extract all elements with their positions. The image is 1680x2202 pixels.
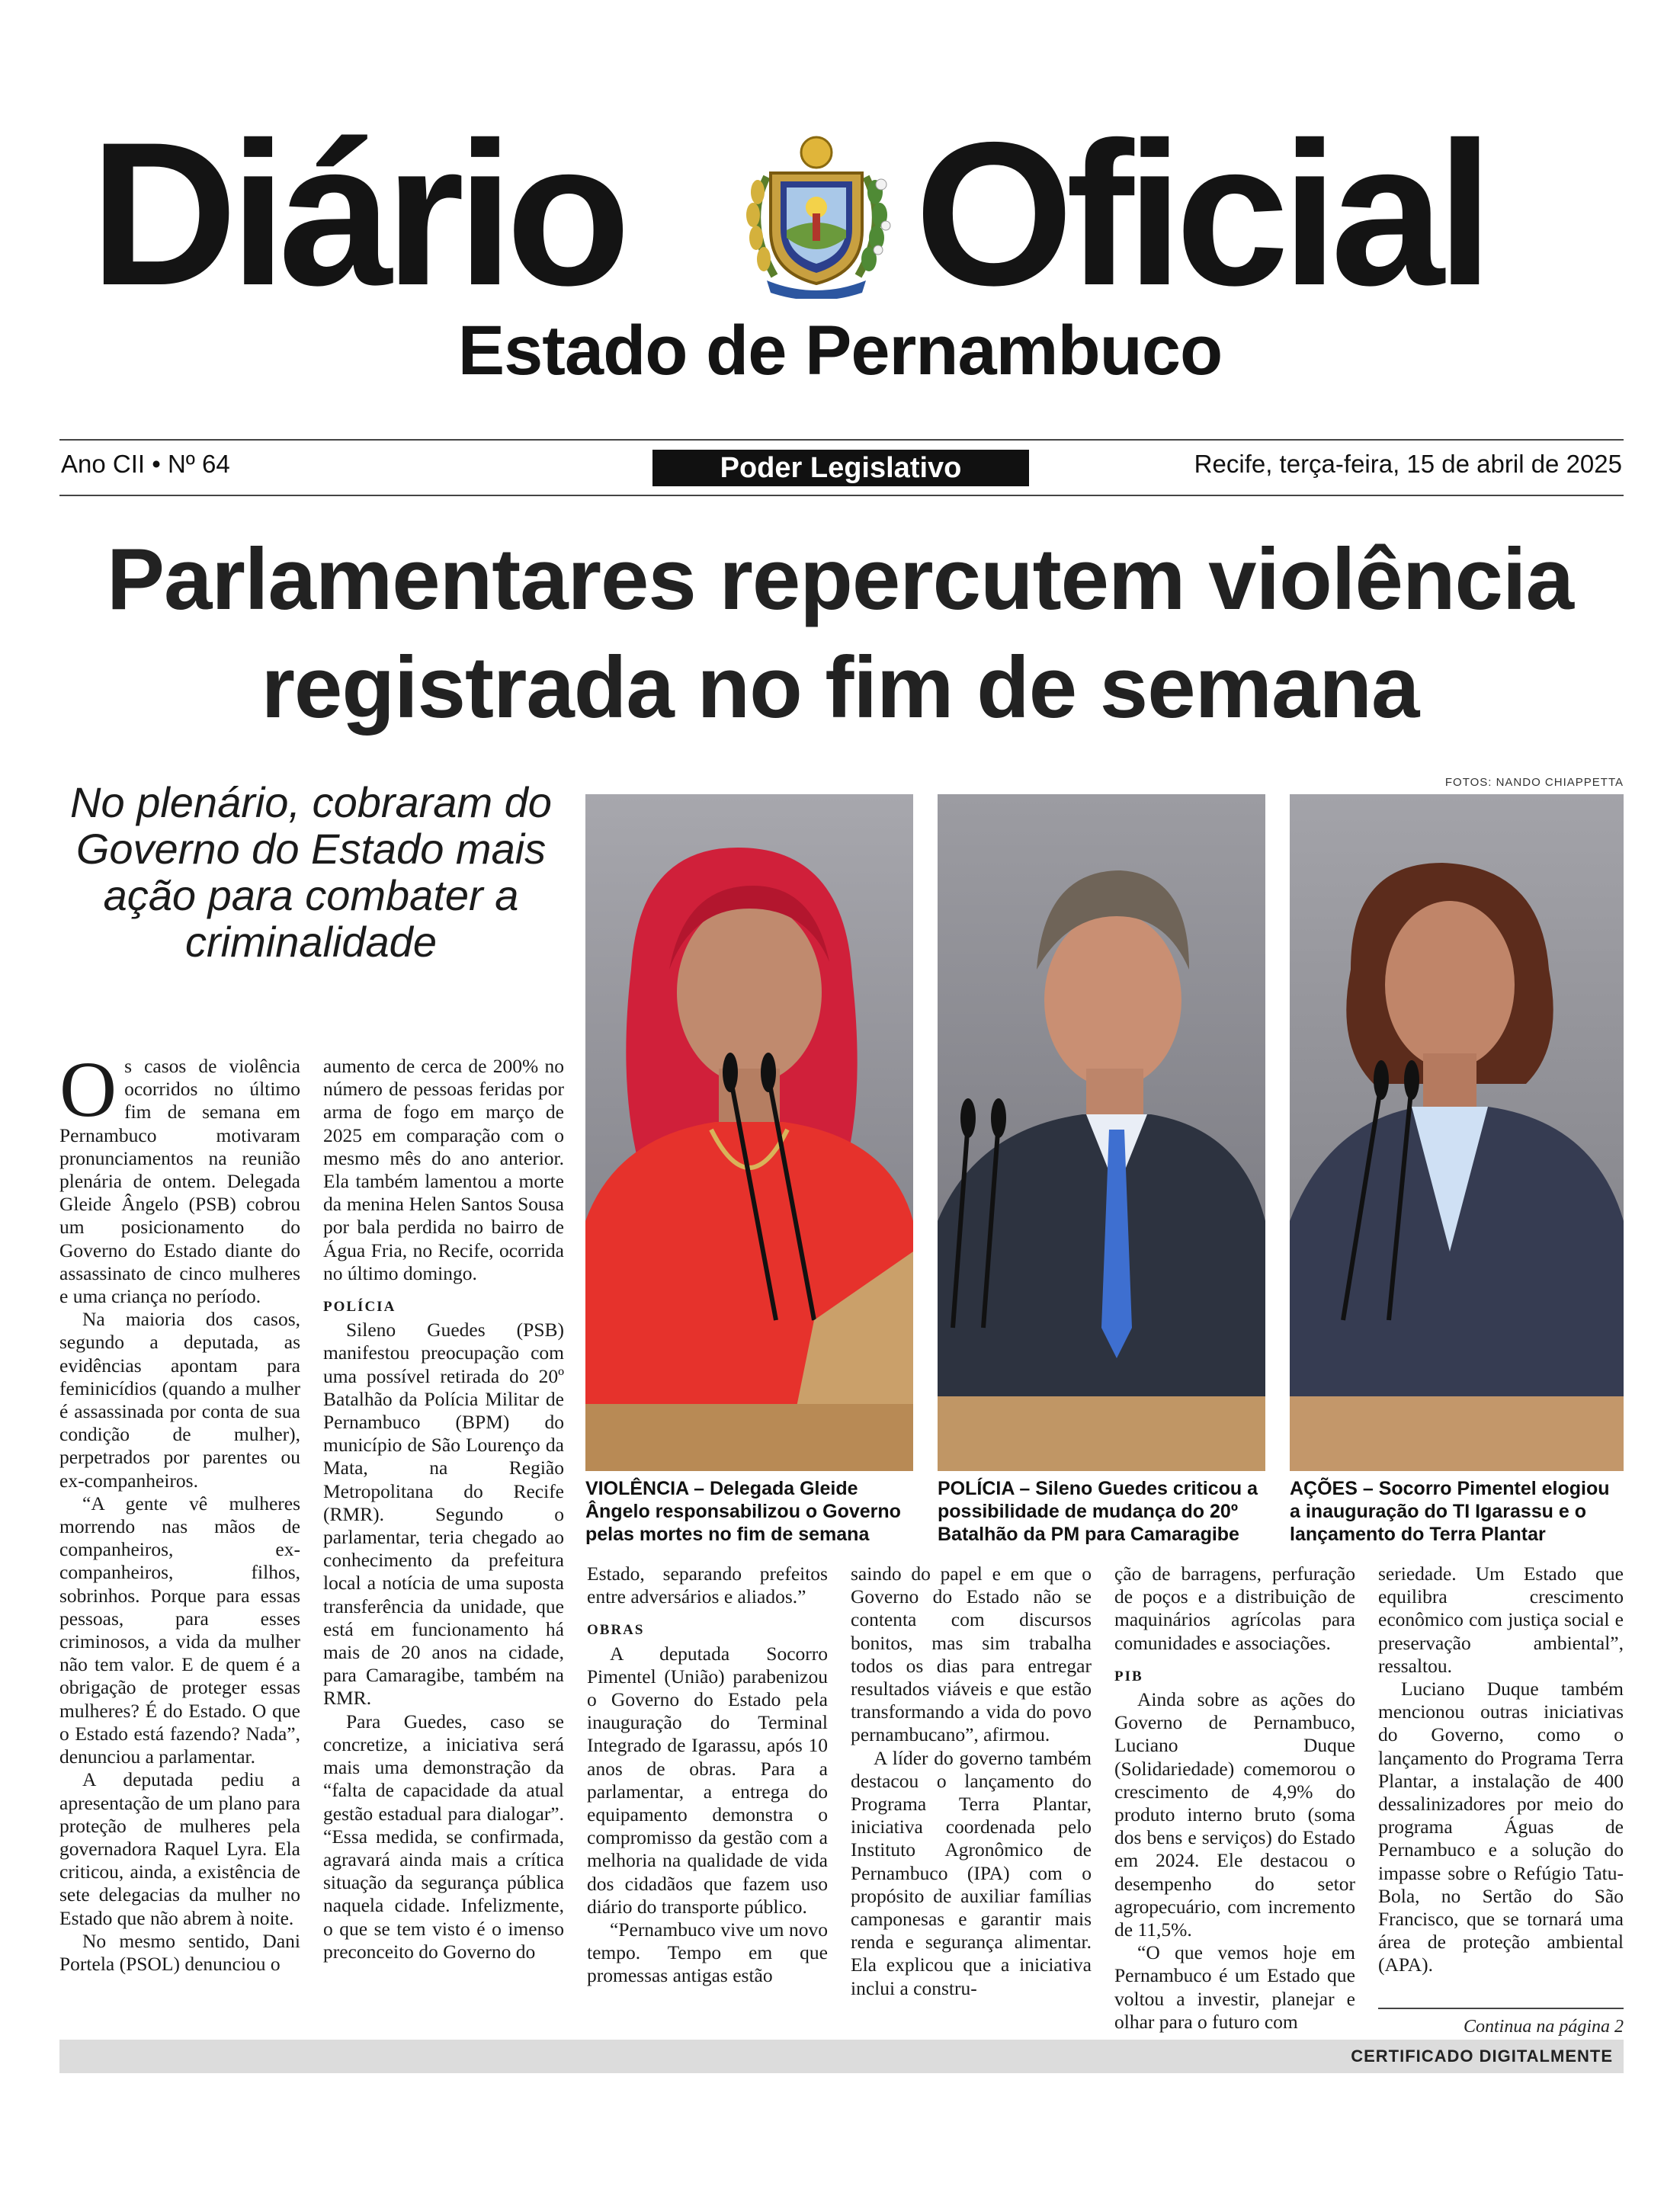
article-column-4 <box>851 1563 1092 2000</box>
paragraph: ção de barragens, perfuração de poços e a distribuição de maquinários agrícolas para comunidades e associações. <box>1114 1563 1355 1654</box>
paragraph: No mesmo sentido, Dani Portela (PSOL) denunciou o <box>59 1929 300 1975</box>
continued-rule <box>1378 2008 1624 2009</box>
section-label: Poder Legislativo <box>652 450 1029 486</box>
publication-date: Recife, terça-feira, 15 de abril de 2025 <box>1194 450 1622 478</box>
drop-cap: O <box>59 1046 117 1133</box>
paragraph: A deputada pediu a apresentação de um plano para proteção de mulheres pela governadora Raquel Lyra. Ela criticou, ainda, a existência de sete delegacias da mulher no Estado que não abrem à noite. <box>59 1768 300 1929</box>
article-column-6 <box>1378 1563 1624 1977</box>
paragraph: “O que vemos hoje em Pernambuco é um Estado que voltou a investir, planejar e olhar para o futuro com <box>1114 1941 1355 2033</box>
deck: No plenário, cobraram do Governo do Estado mais ação para combater a criminalidade <box>70 778 552 966</box>
headline-line-2: registrada no fim de semana <box>261 639 1419 736</box>
headline-line-1: Parlamentares repercutem violência <box>107 531 1573 628</box>
article-column-5 <box>1114 1563 1355 2034</box>
article-column-3 <box>587 1563 828 1988</box>
article-column-2 <box>323 1055 564 1963</box>
photo-gleide-angelo-image <box>585 794 913 1471</box>
digital-certification: CERTIFICADO DIGITALMENTE <box>1351 2047 1613 2066</box>
subheading-obras: OBRAS <box>587 1622 645 1639</box>
paragraph: Para Guedes, caso se concretize, a iniciativa será mais uma demonstração da “falta de capacidade da atual gestão estadual para dialogar”. “Essa medida, se confirmada, agravará ainda mais a crítica situação da segurança pública naquela cidade. Infelizmente, o que se tem visto é o imenso preconceito do Governo do <box>323 1710 564 1963</box>
paragraph: saindo do papel e em que o Governo do Estado não se contenta com discursos bonitos, mas sim trabalha todos os dias para entregar resultados viáveis e que estão transformando a vida do povo pernambucano”, afirmou. <box>851 1563 1092 1746</box>
paragraph: aumento de cerca de 200% no número de pessoas feridas por arma de fogo em março de 2025 em comparação com o mesmo mês do ano anterior. Ela também lamentou a morte da menina Helen Santos Sousa por bala perdida no bairro de Água Fria, no Recife, ocorrida no último domingo. <box>323 1055 564 1284</box>
coat-of-arms-logo <box>736 131 896 299</box>
paragraph: Luciano Duque também mencionou outras iniciativas do Governo, como o lançamento do Programa Terra Plantar, a instalação de 400 dessalinizadores por meio do programa Águas de Pernambuco e a solução do impasse sobre o Refúgio Tatu-Bola, no Sertão do São Francisco, que se tornará uma área de proteção ambiental (APA). <box>1378 1678 1624 1976</box>
photo-caption-3: AÇÕES – Socorro Pimentel elogiou a inauguração do TI Igarassu e o lançamento do Terra Plantar <box>1290 1478 1610 1545</box>
photo-gleide-angelo <box>585 794 913 1471</box>
masthead-top-rule <box>59 439 1624 441</box>
paragraph: A líder do governo também destacou o lançamento do Programa Terra Plantar, iniciativa coordenada pelo Instituto Agronômico de Pernambuco (IPA) com o propósito de auxiliar famílias camponesas e garantir mais renda e segurança alimentar. Ela explicou que a iniciativa inclui a constru- <box>851 1746 1092 1999</box>
photo-sileno-guedes <box>938 794 1265 1471</box>
paragraph: s casos de violência ocorridos no último fim de semana em Pernambuco motivaram pronunciamentos na reunião plenária de ontem. Delegada Gleide Ângelo (PSB) cobrou um posicionamento do Governo do Estado diante do assassinato de cinco mulheres e uma criança no período. <box>59 1055 300 1308</box>
photo-caption-2: POLÍCIA – Sileno Guedes criticou a possibilidade de mudança do 20º Batalhão da PM para Camaragibe <box>938 1478 1258 1545</box>
masthead-title-left: Diário <box>90 99 624 328</box>
paragraph: Sileno Guedes (PSB) manifestou preocupação com uma possível retirada do 20º Batalhão da Polícia Militar de Pernambuco (BPM) do município de São Lourenço da Mata, na Região Metropolitana do Recife (RMR). Segundo o parlamentar, teria chegado ao conhecimento da prefeitura local a notícia de uma suposta transferência da unidade, que está em funcionamento há mais de 20 anos na cidade, para Camaragibe, também na RMR. <box>323 1319 564 1710</box>
masthead-bottom-rule <box>59 495 1624 496</box>
photo-caption-1: VIOLÊNCIA – Delegada Gleide Ângelo responsabilizou o Governo pelas mortes no fim de semana <box>585 1478 901 1545</box>
subheading-pib: PIB <box>1114 1668 1143 1684</box>
masthead-subtitle: Estado de Pernambuco <box>457 312 1223 389</box>
paragraph: A deputada Socorro Pimentel (União) parabenizou o Governo do Estado pela inauguração do Terminal Integrado de Igarassu, após 10 anos de obras. Para a parlamentar, a entrega do equipamento demonstra o compromisso da gestão com a melhoria na qualidade de vida dos cidadãos que fazem uso diário do transporte público. <box>587 1642 828 1918</box>
headline <box>30 526 1650 742</box>
continued-on-page: Continua na página 2 <box>1463 2017 1624 2037</box>
subheading-policia: POLÍCIA <box>323 1299 396 1316</box>
paragraph: “Pernambuco vive um novo tempo. Tempo em que promessas antigas estão <box>587 1918 828 1987</box>
paragraph: Na maioria dos casos, segundo a deputada, as evidências apontam para feminicídios (quando a mulher é assassinada por conta de sua condição de mulher), perpetrados por parentes ou ex-companheiros. <box>59 1308 300 1492</box>
paragraph: “A gente vê mulheres morrendo nas mãos de companheiros, ex-companheiros, filhos, sobrinhos. Porque para essas pessoas, para esses criminosos, a vida da mulher não tem valor. E de quem é a obrigação de proteger essas mulheres? É do Estado. O que o Estado está fazendo? Nada”, denunciou a parlamentar. <box>59 1492 300 1768</box>
article-column-1 <box>59 1046 300 1976</box>
masthead-title-right: Oficial <box>915 99 1486 328</box>
photo-socorro-pimentel-image <box>1290 794 1624 1471</box>
paragraph: Ainda sobre as ações do Governo de Pernambuco, Luciano Duque (Solidariedade) comemorou o crescimento de 4,9% do produto interno bruto (soma dos bens e serviços) do Estado em 2024. Ele destacou o desempenho do setor agropecuário, com incremento de 11,5%. <box>1114 1688 1355 1941</box>
photo-sileno-guedes-image <box>938 794 1265 1471</box>
paragraph: seriedade. Um Estado que equilibra crescimento econômico com justiça social e preservação ambiental”, ressaltou. <box>1378 1563 1624 1677</box>
photo-socorro-pimentel <box>1290 794 1624 1471</box>
edition-number: Ano CII • Nº 64 <box>61 450 230 478</box>
photo-credit: FOTOS: NANDO CHIAPPETTA <box>1444 776 1624 789</box>
paragraph: Estado, separando prefeitos entre adversários e aliados.” <box>587 1563 828 1608</box>
